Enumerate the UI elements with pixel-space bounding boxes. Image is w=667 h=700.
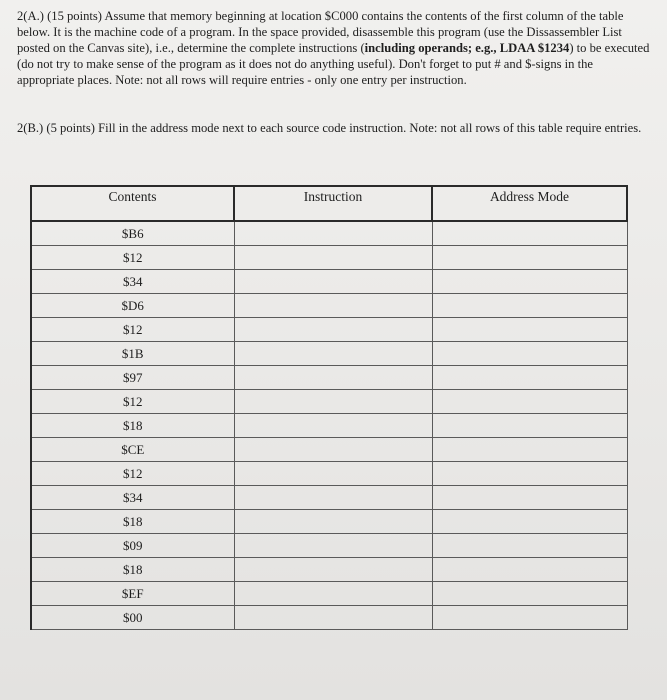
table-row bbox=[31, 390, 627, 414]
disassembly-table bbox=[30, 185, 628, 630]
contents-cell bbox=[31, 486, 234, 510]
instruction-cell[interactable] bbox=[234, 486, 432, 510]
table-row bbox=[31, 246, 627, 270]
address-mode-cell[interactable] bbox=[432, 534, 627, 558]
address-mode-cell[interactable] bbox=[432, 221, 627, 246]
header-instruction: Instruction bbox=[234, 186, 432, 221]
contents-cell bbox=[31, 438, 234, 462]
question-2a-text bbox=[17, 8, 653, 88]
memory-byte: $EF bbox=[121, 585, 144, 601]
header-address-mode: Address Mode bbox=[432, 186, 627, 221]
contents-cell bbox=[31, 558, 234, 582]
instruction-cell[interactable] bbox=[234, 534, 432, 558]
memory-byte: $09 bbox=[123, 537, 143, 553]
question-2b-text: 2(B.) (5 points) Fill in the address mode next to each source code instruction. Note: not all rows of this table require entries. bbox=[17, 121, 642, 135]
memory-byte: $12 bbox=[123, 393, 143, 409]
contents-cell bbox=[31, 510, 234, 534]
header-contents: Contents bbox=[31, 186, 234, 221]
table-body bbox=[31, 221, 627, 630]
address-mode-cell[interactable] bbox=[432, 390, 627, 414]
instruction-cell[interactable] bbox=[234, 606, 432, 630]
address-mode-cell[interactable] bbox=[432, 462, 627, 486]
table-row bbox=[31, 414, 627, 438]
table-row bbox=[31, 318, 627, 342]
contents-cell bbox=[31, 534, 234, 558]
contents-cell bbox=[31, 342, 234, 366]
contents-cell bbox=[31, 606, 234, 630]
table-row bbox=[31, 462, 627, 486]
address-mode-cell[interactable] bbox=[432, 318, 627, 342]
instruction-cell[interactable] bbox=[234, 294, 432, 318]
memory-byte: $B6 bbox=[121, 225, 144, 241]
table-row bbox=[31, 534, 627, 558]
contents-cell bbox=[31, 366, 234, 390]
table-row bbox=[31, 558, 627, 582]
contents-cell bbox=[31, 246, 234, 270]
instruction-cell[interactable] bbox=[234, 438, 432, 462]
contents-cell bbox=[31, 582, 234, 606]
address-mode-cell[interactable] bbox=[432, 366, 627, 390]
address-mode-cell[interactable] bbox=[432, 246, 627, 270]
memory-byte: $34 bbox=[123, 489, 143, 505]
table-row bbox=[31, 366, 627, 390]
instruction-cell[interactable] bbox=[234, 270, 432, 294]
address-mode-cell[interactable] bbox=[432, 438, 627, 462]
memory-byte: $97 bbox=[123, 369, 143, 385]
instruction-cell[interactable] bbox=[234, 221, 432, 246]
contents-cell bbox=[31, 294, 234, 318]
table-row bbox=[31, 606, 627, 630]
contents-cell bbox=[31, 390, 234, 414]
memory-byte: $18 bbox=[123, 513, 143, 529]
table-row bbox=[31, 294, 627, 318]
address-mode-cell[interactable] bbox=[432, 582, 627, 606]
instruction-cell[interactable] bbox=[234, 366, 432, 390]
table-row bbox=[31, 486, 627, 510]
instruction-cell[interactable] bbox=[234, 246, 432, 270]
memory-byte: $12 bbox=[123, 249, 143, 265]
address-mode-cell[interactable] bbox=[432, 558, 627, 582]
address-mode-cell[interactable] bbox=[432, 510, 627, 534]
instruction-cell[interactable] bbox=[234, 342, 432, 366]
contents-cell bbox=[31, 318, 234, 342]
question-2a-bold-example: including operands; e.g., LDAA $1234 bbox=[364, 41, 570, 55]
memory-byte: $CE bbox=[121, 441, 145, 457]
instruction-cell[interactable] bbox=[234, 462, 432, 486]
memory-byte: $D6 bbox=[121, 297, 144, 313]
table-row bbox=[31, 221, 627, 246]
address-mode-cell[interactable] bbox=[432, 486, 627, 510]
table-row bbox=[31, 582, 627, 606]
instruction-cell[interactable] bbox=[234, 414, 432, 438]
contents-cell bbox=[31, 414, 234, 438]
instruction-cell[interactable] bbox=[234, 318, 432, 342]
memory-byte: $12 bbox=[123, 321, 143, 337]
instruction-cell[interactable] bbox=[234, 510, 432, 534]
memory-byte: $18 bbox=[123, 417, 143, 433]
instruction-cell[interactable] bbox=[234, 390, 432, 414]
memory-byte: $00 bbox=[123, 609, 143, 625]
address-mode-cell[interactable] bbox=[432, 414, 627, 438]
address-mode-cell[interactable] bbox=[432, 342, 627, 366]
address-mode-cell[interactable] bbox=[432, 294, 627, 318]
memory-byte: $1B bbox=[121, 345, 144, 361]
table-row bbox=[31, 270, 627, 294]
instruction-cell[interactable] bbox=[234, 558, 432, 582]
question-2a-suffix: ) to be executed (do not try to make sense of the program as it does not do anything useful). Don't forget to put # and $-signs in the appropriate places. Note: not all rows will require entries - only one entry per instruction. bbox=[17, 41, 650, 87]
contents-cell bbox=[31, 221, 234, 246]
memory-byte: $18 bbox=[123, 561, 143, 577]
table-row bbox=[31, 438, 627, 462]
memory-byte: $34 bbox=[123, 273, 143, 289]
instruction-cell[interactable] bbox=[234, 582, 432, 606]
question-2a-prefix: 2(A.) (15 points) Assume that memory beginning at location $C000 contains the contents of the first column of the table below. It is the machine code of a program. In the space provided, disassemble this program (use the Dissassembler List posted on the Canvas site), i.e., determine the complete instructions ( bbox=[17, 9, 624, 55]
table-row bbox=[31, 342, 627, 366]
contents-cell bbox=[31, 462, 234, 486]
memory-byte: $12 bbox=[123, 465, 143, 481]
table-header-row bbox=[31, 186, 627, 221]
address-mode-cell[interactable] bbox=[432, 606, 627, 630]
address-mode-cell[interactable] bbox=[432, 270, 627, 294]
contents-cell bbox=[31, 270, 234, 294]
table-row bbox=[31, 510, 627, 534]
